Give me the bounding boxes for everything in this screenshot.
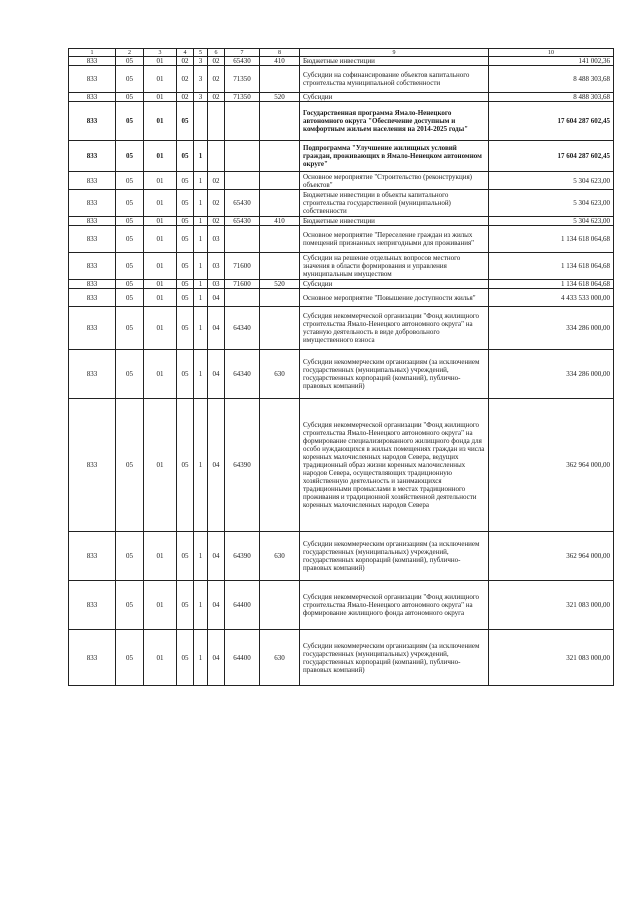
code-cell: 01 xyxy=(144,190,177,217)
code-cell: 04 xyxy=(208,581,225,630)
code-cell: 1 xyxy=(194,141,208,172)
code-cell: 01 xyxy=(144,289,177,307)
code-cell: 01 xyxy=(144,307,177,350)
code-cell: 833 xyxy=(69,532,116,581)
code-cell xyxy=(260,226,300,253)
amount-cell: 321 083 000,00 xyxy=(489,630,614,686)
name-cell: Субсидии xyxy=(300,280,489,289)
table-row xyxy=(69,93,614,102)
table-row xyxy=(69,289,614,307)
code-cell: 05 xyxy=(116,190,144,217)
code-cell: 05 xyxy=(177,289,194,307)
code-cell: 64390 xyxy=(225,532,260,581)
code-cell: 05 xyxy=(116,141,144,172)
code-cell: 410 xyxy=(260,217,300,226)
code-cell: 05 xyxy=(116,630,144,686)
name-cell: Бюджетные инвестиции xyxy=(300,217,489,226)
code-cell: 1 xyxy=(194,630,208,686)
name-cell: Государственная программа Ямало-Ненецкого автономного округа "Обеспечение доступным и комфортным жильем населения на 2014-2025 годы" xyxy=(300,102,489,141)
table-row xyxy=(69,280,614,289)
code-cell: 520 xyxy=(260,280,300,289)
column-number: 10 xyxy=(489,49,614,57)
amount-cell: 334 286 000,00 xyxy=(489,350,614,399)
code-cell: 04 xyxy=(208,532,225,581)
column-number: 8 xyxy=(260,49,300,57)
code-cell: 71350 xyxy=(225,93,260,102)
table-row xyxy=(69,172,614,190)
amount-cell: 17 604 287 602,45 xyxy=(489,102,614,141)
code-cell: 02 xyxy=(177,57,194,66)
amount-cell: 5 304 623,00 xyxy=(489,190,614,217)
code-cell: 05 xyxy=(177,190,194,217)
table-row xyxy=(69,141,614,172)
code-cell: 01 xyxy=(144,253,177,280)
column-number: 7 xyxy=(225,49,260,57)
code-cell: 01 xyxy=(144,280,177,289)
name-cell: Основное мероприятие "Переселение граждан из жилых помещений признанных непригодными для проживания" xyxy=(300,226,489,253)
code-cell: 833 xyxy=(69,141,116,172)
name-cell: Основное мероприятие "Повышение доступности жилья" xyxy=(300,289,489,307)
code-cell: 833 xyxy=(69,581,116,630)
table-row xyxy=(69,57,614,66)
code-cell: 03 xyxy=(208,226,225,253)
code-cell: 833 xyxy=(69,66,116,93)
code-cell: 03 xyxy=(208,280,225,289)
code-cell xyxy=(260,307,300,350)
code-cell: 05 xyxy=(116,57,144,66)
code-cell: 04 xyxy=(208,289,225,307)
column-number: 5 xyxy=(194,49,208,57)
code-cell: 65430 xyxy=(225,57,260,66)
code-cell: 05 xyxy=(116,280,144,289)
amount-cell: 8 488 303,68 xyxy=(489,66,614,93)
code-cell: 1 xyxy=(194,289,208,307)
code-cell: 1 xyxy=(194,307,208,350)
code-cell: 05 xyxy=(177,253,194,280)
code-cell: 04 xyxy=(208,350,225,399)
amount-cell: 5 304 623,00 xyxy=(489,217,614,226)
code-cell: 05 xyxy=(116,350,144,399)
code-cell: 1 xyxy=(194,581,208,630)
code-cell: 01 xyxy=(144,57,177,66)
code-cell: 01 xyxy=(144,141,177,172)
code-cell: 520 xyxy=(260,93,300,102)
name-cell: Субсидии некоммерческим организациям (за исключением государственных (муниципальных) учреждений, государственных корпораций (компаний), публично-правовых компаний) xyxy=(300,532,489,581)
name-cell: Субсидии xyxy=(300,93,489,102)
amount-cell: 5 304 623,00 xyxy=(489,172,614,190)
code-cell: 05 xyxy=(116,102,144,141)
table-row xyxy=(69,66,614,93)
code-cell: 3 xyxy=(194,66,208,93)
code-cell: 05 xyxy=(177,172,194,190)
code-cell: 01 xyxy=(144,172,177,190)
code-cell: 01 xyxy=(144,581,177,630)
table-row xyxy=(69,399,614,532)
amount-cell: 1 134 618 064,68 xyxy=(489,226,614,253)
code-cell: 04 xyxy=(208,630,225,686)
code-cell: 01 xyxy=(144,102,177,141)
table-row xyxy=(69,217,614,226)
code-cell xyxy=(208,141,225,172)
code-cell: 02 xyxy=(208,93,225,102)
name-cell: Субсидии некоммерческим организациям (за исключением государственных (муниципальных) учреждений, государственных корпораций (компаний), публично-правовых компаний) xyxy=(300,350,489,399)
code-cell: 833 xyxy=(69,253,116,280)
table-row xyxy=(69,226,614,253)
code-cell: 1 xyxy=(194,226,208,253)
code-cell: 04 xyxy=(208,307,225,350)
name-cell: Основное мероприятие "Строительство (реконструкция) объектов" xyxy=(300,172,489,190)
code-cell xyxy=(260,399,300,532)
code-cell xyxy=(208,102,225,141)
code-cell: 833 xyxy=(69,280,116,289)
code-cell: 05 xyxy=(116,253,144,280)
code-cell: 01 xyxy=(144,532,177,581)
code-cell: 1 xyxy=(194,253,208,280)
column-number: 1 xyxy=(69,49,116,57)
code-cell: 833 xyxy=(69,57,116,66)
code-cell: 05 xyxy=(177,307,194,350)
column-number: 6 xyxy=(208,49,225,57)
code-cell: 71350 xyxy=(225,66,260,93)
code-cell: 05 xyxy=(177,532,194,581)
name-cell: Бюджетные инвестиции xyxy=(300,57,489,66)
code-cell: 05 xyxy=(116,289,144,307)
code-cell: 833 xyxy=(69,93,116,102)
code-cell: 05 xyxy=(116,226,144,253)
code-cell: 833 xyxy=(69,307,116,350)
name-cell: Субсидия некоммерческой организации "Фонд жилищного строительства Ямало-Ненецкого автономного округа" на формирование жилищного фонда автономного округа xyxy=(300,581,489,630)
code-cell xyxy=(225,172,260,190)
amount-cell: 362 964 000,00 xyxy=(489,532,614,581)
code-cell xyxy=(225,226,260,253)
name-cell: Подпрограмма "Улучшение жилищных условий граждан, проживающих в Ямало-Ненецком автономном округе" xyxy=(300,141,489,172)
amount-cell: 8 488 303,68 xyxy=(489,93,614,102)
code-cell xyxy=(260,172,300,190)
code-cell xyxy=(225,141,260,172)
code-cell xyxy=(260,253,300,280)
amount-cell: 141 002,36 xyxy=(489,57,614,66)
code-cell: 65430 xyxy=(225,190,260,217)
column-number: 4 xyxy=(177,49,194,57)
code-cell: 01 xyxy=(144,226,177,253)
table-row xyxy=(69,630,614,686)
code-cell: 05 xyxy=(116,581,144,630)
code-cell: 1 xyxy=(194,172,208,190)
name-cell: Субсидии на решение отдельных вопросов местного значения в области формирования и управления муниципальным имуществом xyxy=(300,253,489,280)
code-cell: 1 xyxy=(194,217,208,226)
code-cell: 1 xyxy=(194,190,208,217)
table-row xyxy=(69,581,614,630)
amount-cell: 334 286 000,00 xyxy=(489,307,614,350)
code-cell: 833 xyxy=(69,289,116,307)
code-cell: 05 xyxy=(177,350,194,399)
code-cell xyxy=(260,190,300,217)
code-cell: 05 xyxy=(116,172,144,190)
code-cell: 05 xyxy=(177,141,194,172)
code-cell: 03 xyxy=(208,253,225,280)
code-cell: 02 xyxy=(208,190,225,217)
column-number: 2 xyxy=(116,49,144,57)
code-cell: 630 xyxy=(260,350,300,399)
code-cell: 64340 xyxy=(225,307,260,350)
code-cell: 64400 xyxy=(225,581,260,630)
code-cell: 65430 xyxy=(225,217,260,226)
code-cell: 833 xyxy=(69,630,116,686)
code-cell: 3 xyxy=(194,57,208,66)
code-cell: 833 xyxy=(69,172,116,190)
code-cell xyxy=(260,66,300,93)
code-cell: 64400 xyxy=(225,630,260,686)
code-cell xyxy=(225,102,260,141)
table-row xyxy=(69,532,614,581)
column-number-row xyxy=(69,49,614,57)
code-cell: 1 xyxy=(194,399,208,532)
budget-table xyxy=(68,48,614,686)
name-cell: Субсидия некоммерческой организации "Фонд жилищного строительства Ямало-Ненецкого автономного округа" на формирование специализированного жилищного фонда для особо нуждающихся в жилых помещениях граждан из числа коренных малочисленных народов Севера, ведущих традиционный образ жизни коренных малочисленных народов Севера, осуществляющих традиционную хозяйственную деятельность и занимающихся традиционными промыслами в местах традиционного проживания и традиционной хозяйственной деятельности коренных малочисленных народов Севера xyxy=(300,399,489,532)
code-cell: 630 xyxy=(260,630,300,686)
code-cell: 1 xyxy=(194,532,208,581)
code-cell: 05 xyxy=(177,102,194,141)
code-cell: 01 xyxy=(144,66,177,93)
code-cell: 833 xyxy=(69,399,116,532)
amount-cell: 1 134 618 064,68 xyxy=(489,253,614,280)
code-cell: 05 xyxy=(177,217,194,226)
code-cell: 05 xyxy=(116,399,144,532)
code-cell xyxy=(225,289,260,307)
code-cell: 3 xyxy=(194,93,208,102)
amount-cell: 321 083 000,00 xyxy=(489,581,614,630)
code-cell: 833 xyxy=(69,226,116,253)
code-cell: 05 xyxy=(116,217,144,226)
code-cell xyxy=(260,102,300,141)
column-number: 9 xyxy=(300,49,489,57)
code-cell xyxy=(260,581,300,630)
code-cell: 05 xyxy=(116,93,144,102)
table-row xyxy=(69,102,614,141)
code-cell xyxy=(260,289,300,307)
code-cell: 05 xyxy=(177,581,194,630)
code-cell: 04 xyxy=(208,399,225,532)
column-number: 3 xyxy=(144,49,177,57)
amount-cell: 17 604 287 602,45 xyxy=(489,141,614,172)
code-cell: 02 xyxy=(208,172,225,190)
code-cell xyxy=(260,141,300,172)
code-cell: 01 xyxy=(144,350,177,399)
code-cell: 833 xyxy=(69,190,116,217)
code-cell: 64340 xyxy=(225,350,260,399)
code-cell: 833 xyxy=(69,350,116,399)
code-cell: 05 xyxy=(177,630,194,686)
code-cell: 05 xyxy=(177,226,194,253)
code-cell: 833 xyxy=(69,102,116,141)
code-cell: 71600 xyxy=(225,280,260,289)
table-row xyxy=(69,190,614,217)
code-cell: 05 xyxy=(116,532,144,581)
name-cell: Бюджетные инвестиции в объекты капитального строительства государственной (муниципальной) собственности xyxy=(300,190,489,217)
code-cell: 01 xyxy=(144,399,177,532)
code-cell: 05 xyxy=(177,399,194,532)
code-cell: 630 xyxy=(260,532,300,581)
table-row xyxy=(69,253,614,280)
code-cell: 02 xyxy=(208,57,225,66)
amount-cell: 4 433 533 000,00 xyxy=(489,289,614,307)
code-cell: 02 xyxy=(177,66,194,93)
name-cell: Субсидия некоммерческой организации "Фонд жилищного строительства Ямало-Ненецкого автономного округа" на уставную деятельность в виде добровольного имущественного взноса xyxy=(300,307,489,350)
name-cell: Субсидии некоммерческим организациям (за исключением государственных (муниципальных) учреждений, государственных корпораций (компаний), публично-правовых компаний) xyxy=(300,630,489,686)
code-cell: 05 xyxy=(116,307,144,350)
code-cell xyxy=(194,102,208,141)
table-row xyxy=(69,307,614,350)
amount-cell: 1 134 618 064,68 xyxy=(489,280,614,289)
code-cell: 05 xyxy=(177,280,194,289)
code-cell: 410 xyxy=(260,57,300,66)
code-cell: 02 xyxy=(208,66,225,93)
code-cell: 02 xyxy=(208,217,225,226)
code-cell: 05 xyxy=(116,66,144,93)
code-cell: 01 xyxy=(144,93,177,102)
code-cell: 64390 xyxy=(225,399,260,532)
name-cell: Субсидии на софинансирование объектов капитального строительства муниципальной собственности xyxy=(300,66,489,93)
table-body xyxy=(69,49,614,686)
code-cell: 01 xyxy=(144,217,177,226)
code-cell: 01 xyxy=(144,630,177,686)
code-cell: 71600 xyxy=(225,253,260,280)
code-cell: 02 xyxy=(177,93,194,102)
code-cell: 833 xyxy=(69,217,116,226)
code-cell: 1 xyxy=(194,280,208,289)
code-cell: 1 xyxy=(194,350,208,399)
amount-cell: 362 964 000,00 xyxy=(489,399,614,532)
table-row xyxy=(69,350,614,399)
